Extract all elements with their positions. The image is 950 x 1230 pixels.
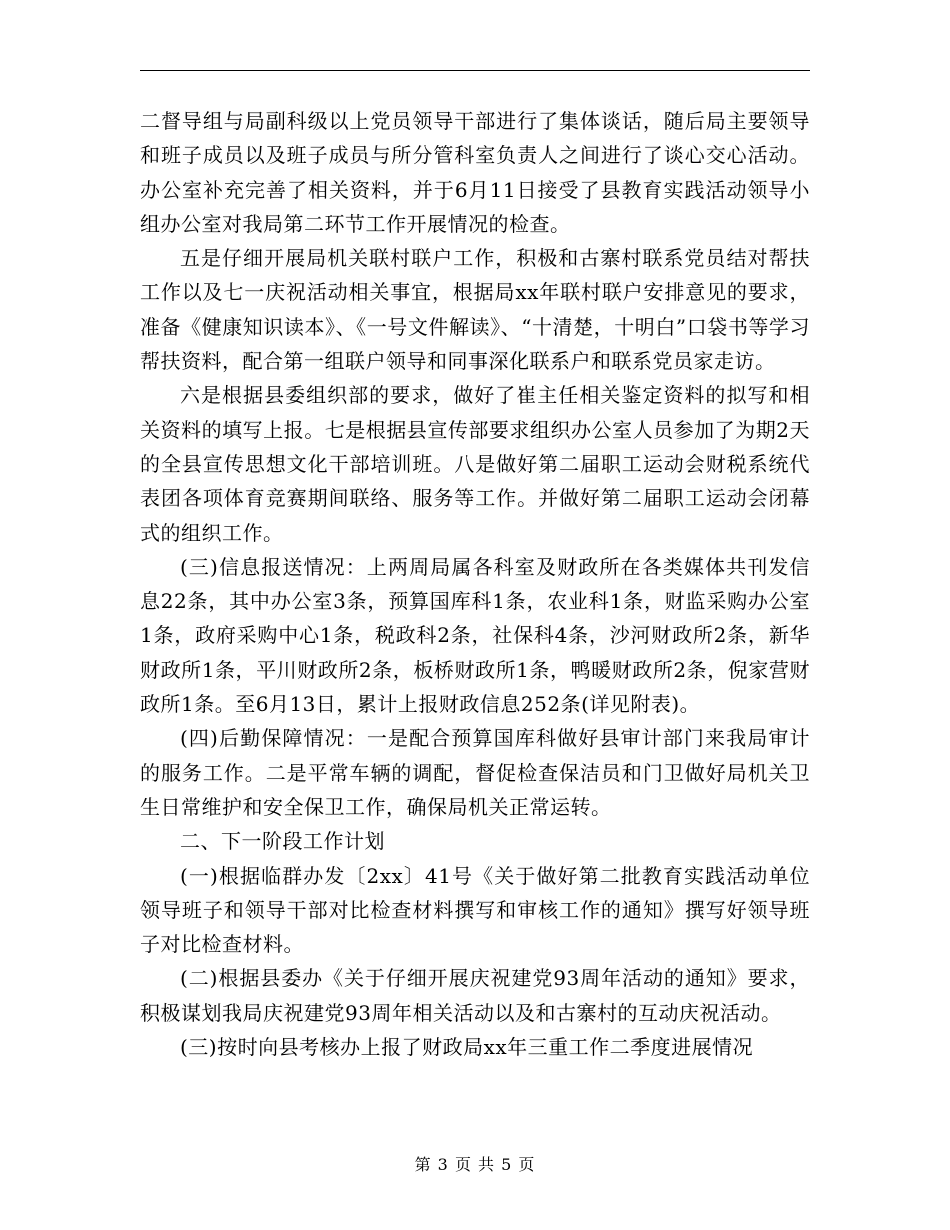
page-footer: 第 3 页 共 5 页 bbox=[414, 1155, 536, 1174]
paragraph: (一)根据临群办发〔2xx〕41号《关于做好第二批教育实践活动单位领导班子和领导干部对比检查材料撰写和审核工作的通知》撰写好领导班子对比检查材料。 bbox=[140, 863, 810, 957]
section-heading: 二、下一阶段工作计划 bbox=[180, 829, 385, 854]
paragraph: 二督导组与局副科级以上党员领导干部进行了集体谈话，随后局主要领导和班子成员以及班子成员与所分管科室负责人之间进行了谈心交心活动。办公室补充完善了相关资料，并于6月11日接受了县教育实践活动领导小组办公室对我局第二环节工作开展情况的检查。 bbox=[140, 109, 810, 236]
paragraph: (四)后勤保障情况：一是配合预算国库科做好县审计部门来我局审计的服务工作。二是平常车辆的调配，督促检查保洁员和门卫做好局机关卫生日常维护和安全保卫工作，确保局机关正常运转。 bbox=[140, 726, 810, 819]
paragraph: (三)信息报送情况：上两周局属各科室及财政所在各类媒体共刊发信息22条，其中办公室3条，预算国库科1条，农业科1条，财监采购办公室1条，政府采购中心1条，税政科2条，社保科4条，沙河财政所2条，新华财政所1条，平川财政所2条，板桥财政所1条，鸭暖财政所2条，倪家营财政所1条。至6月13日，累计上报财政信息252条(详见附表)。 bbox=[140, 554, 810, 717]
header-rule bbox=[140, 70, 810, 71]
paragraph: (二)根据县委办《关于仔细开展庆祝建党93周年活动的通知》要求，积极谋划我局庆祝建党93周年相关活动以及和古寨村的互动庆祝活动。 bbox=[140, 966, 810, 1025]
paragraph: 五是仔细开展局机关联村联户工作，积极和古寨村联系党员结对帮扶工作以及七一庆祝活动相关事宜，根据局xx年联村联户安排意见的要求，准备《健康知识读本》、《一号文件解读》、“十清楚，十明白”口袋书等学习帮扶资料，配合第一组联户领导和同事深化联系户和联系党员家走访。 bbox=[140, 246, 810, 374]
paragraph: (三)按时向县考核办上报了财政局xx年三重工作二季度进展情况 bbox=[180, 1035, 754, 1060]
paragraph: 六是根据县委组织部的要求，做好了崔主任相关鉴定资料的拟写和相关资料的填写上报。七是根据县宣传部要求组织办公室人员参加了为期2天的全县宣传思想文化干部培训班。八是做好第二届职工运动会财税系统代表团各项体育竞赛期间联络、服务等工作。并做好第二届职工运动会闭幕式的组织工作。 bbox=[140, 383, 810, 545]
document-body bbox=[140, 104, 810, 1064]
